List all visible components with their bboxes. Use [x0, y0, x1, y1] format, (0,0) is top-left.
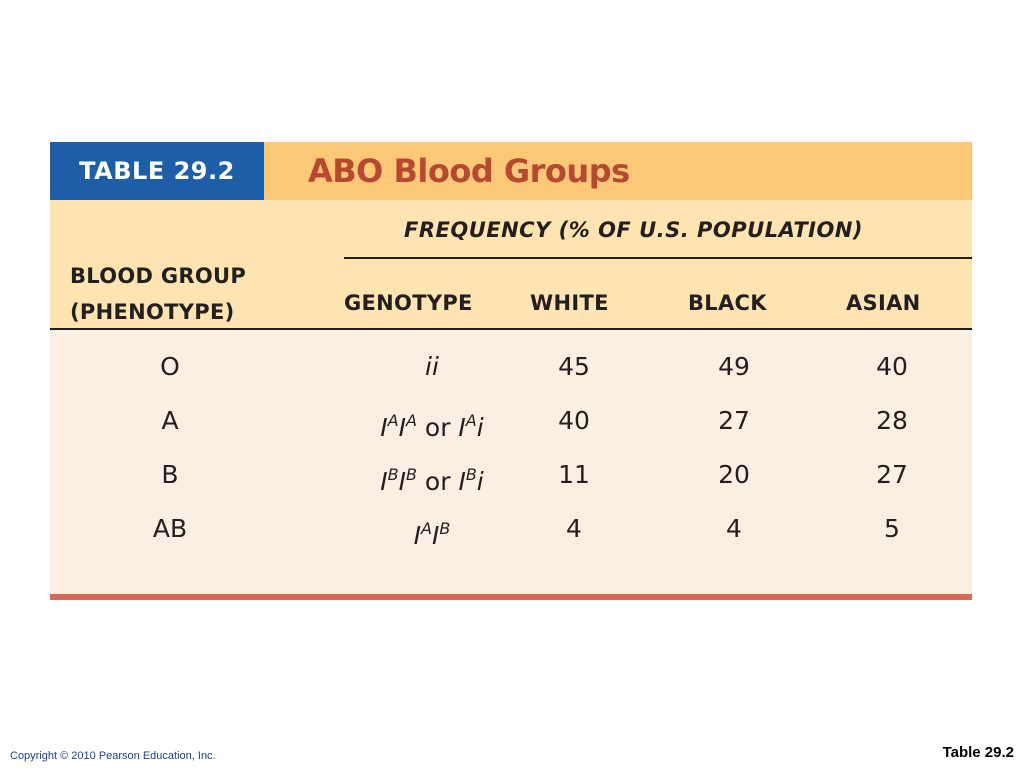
genotype-or: or — [416, 413, 459, 442]
genotype-allele: I — [398, 467, 406, 496]
genotype-allele: I — [398, 413, 406, 442]
cell-white: 45 — [558, 352, 590, 381]
copyright-notice: Copyright © 2010 Pearson Education, Inc. — [10, 750, 216, 762]
cell-asian: 5 — [884, 514, 900, 543]
table-title-bar — [50, 142, 972, 200]
cell-black: 20 — [718, 460, 750, 489]
genotype-superscript: A — [421, 519, 432, 538]
column-header-white: WHITE — [530, 291, 609, 315]
genotype-superscript: A — [387, 411, 399, 430]
column-header-blood-group — [70, 258, 246, 330]
cell-black: 4 — [726, 514, 742, 543]
cell-genotype — [322, 502, 542, 563]
genotype-allele: i — [425, 352, 432, 381]
table-row — [50, 394, 972, 448]
table-row — [50, 448, 972, 502]
cell-phenotype: AB — [152, 514, 188, 543]
table-label: TABLE 29.2 — [79, 157, 235, 185]
table-header — [50, 200, 972, 328]
genotype-allele: I — [413, 521, 422, 550]
column-header-black: BLACK — [688, 291, 767, 315]
genotype-superscript: B — [387, 465, 399, 484]
cell-white: 4 — [566, 514, 582, 543]
cell-white: 11 — [558, 460, 590, 489]
cell-black: 27 — [718, 406, 750, 435]
genotype-allele: I — [458, 413, 466, 442]
genotype-allele: I — [431, 521, 440, 550]
genotype-allele: i — [432, 352, 439, 381]
genotype-superscript: A — [406, 411, 417, 430]
cell-asian: 28 — [876, 406, 908, 435]
cell-genotype — [322, 448, 542, 509]
bottom-rule — [50, 594, 972, 600]
frequency-heading: FREQUENCY (% OF U.S. POPULATION) — [404, 218, 863, 242]
table-label-box — [50, 142, 264, 200]
frequency-rule — [344, 257, 972, 259]
genotype-superscript: B — [465, 465, 477, 484]
cell-phenotype: A — [161, 406, 179, 435]
cell-genotype — [322, 340, 542, 394]
genotype-or: or — [416, 467, 459, 496]
cell-genotype — [322, 394, 542, 455]
genotype-superscript: B — [405, 465, 417, 484]
cell-asian: 27 — [876, 460, 908, 489]
column-header-asian: ASIAN — [846, 291, 921, 315]
table-body — [50, 330, 972, 594]
blood-group-table — [50, 142, 972, 600]
cell-asian: 40 — [876, 352, 908, 381]
cell-black: 49 — [718, 352, 750, 381]
cell-phenotype: O — [160, 352, 180, 381]
genotype-allele: i — [476, 413, 484, 442]
table-row — [50, 340, 972, 394]
genotype-allele: i — [476, 467, 484, 496]
genotype-allele: I — [458, 467, 466, 496]
genotype-superscript: B — [439, 519, 451, 538]
slide-label: Table 29.2 — [942, 744, 1014, 761]
column-header-blood-group-line2: (PHENOTYPE) — [70, 300, 235, 324]
column-header-genotype: GENOTYPE — [344, 291, 473, 315]
cell-white: 40 — [558, 406, 590, 435]
genotype-allele: I — [380, 467, 388, 496]
genotype-superscript: A — [465, 411, 477, 430]
table-row — [50, 502, 972, 556]
column-header-blood-group-line1: BLOOD GROUP — [70, 264, 247, 288]
genotype-allele: I — [380, 413, 388, 442]
table-title: ABO Blood Groups — [308, 152, 630, 190]
cell-phenotype: B — [161, 460, 179, 489]
